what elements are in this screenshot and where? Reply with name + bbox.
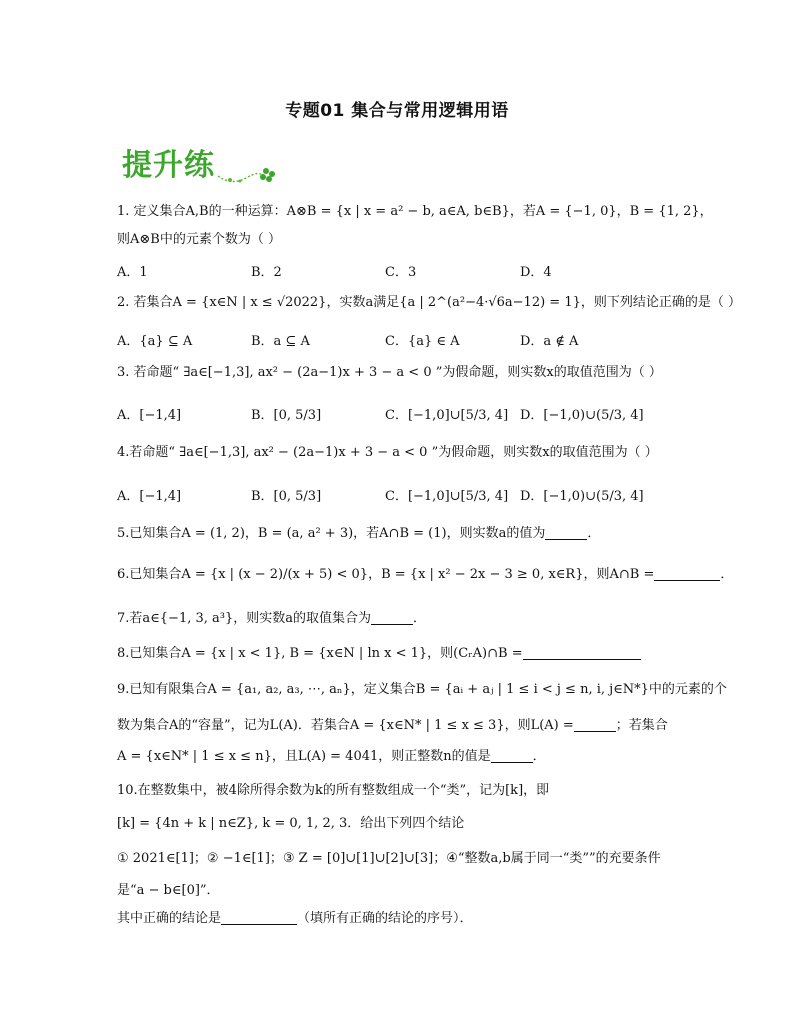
question-8-stem: 8.已知集合A = {x | x < 1}, B = {x∈N | ln x < 1}，则(CᵣA)∩B = — [117, 646, 523, 661]
question-4-line-1: 4.若命题“ ∃a∈[−1,3], ax² − (2a−1)x + 3 − a < 0 ”为假命题，则实数x的取值范围为（ ） — [117, 445, 658, 460]
question-7-stem: 7.若a∈{−1, 3, a³}，则实数a的取值集合为 — [117, 611, 371, 626]
question-10-line-5-tail: （填所有正确的结论的序号）． — [297, 911, 473, 926]
question-5 — [117, 525, 717, 543]
question-7-tail: ． — [413, 611, 427, 626]
question-2-options — [117, 330, 717, 350]
question-9-line-3-text: A = {x∈N* | 1 ≤ x ≤ n}，且L(A) = 4041，则正整数n的值是 — [117, 749, 491, 764]
option-a: A．{a} ⊆ A — [117, 334, 193, 349]
question-10-line-5-text: 其中正确的结论是 — [117, 911, 222, 926]
answer-blank[interactable] — [574, 717, 616, 732]
answer-blank[interactable] — [523, 645, 641, 660]
option-c: C．3 — [385, 265, 417, 280]
option-d: D．a ∉ A — [520, 334, 579, 349]
option-b: B．2 — [251, 265, 282, 280]
question-5-tail: ． — [587, 526, 601, 541]
page-title: 专题01 集合与常用逻辑用语 — [285, 101, 509, 121]
option-a: A．[−1,4] — [117, 408, 182, 423]
option-a: A．[−1,4] — [117, 489, 182, 504]
option-d: D．4 — [520, 265, 552, 280]
question-1-options — [117, 261, 717, 281]
option-b: B．a ⊆ A — [251, 334, 310, 349]
question-2-line-1: 2. 若集合A = {x∈N | x ≤ √2022}，实数a满足{a | 2^(a²−4·√6a−12) = 1}，则下列结论正确的是（ ） — [117, 295, 742, 310]
answer-blank[interactable] — [491, 748, 533, 763]
question-6-stem: 6.已知集合A = {x | (x − 2)/(x + 5) < 0}，B = {x | x² − 2x − 3 ≥ 0, x∈R}，则A∩B = — [117, 567, 655, 582]
question-10-line-2: [k] = {4n + k | n∈Z}, k = 0, 1, 2, 3．给出下列四个结论 — [117, 816, 465, 831]
option-a: A．1 — [117, 265, 148, 280]
option-d: D．[−1,0)∪(5/3, 4] — [520, 489, 644, 504]
answer-blank[interactable] — [221, 910, 297, 925]
option-b: B．[0, 5/3] — [251, 489, 322, 504]
answer-blank[interactable] — [545, 525, 587, 540]
question-10-line-5 — [117, 910, 717, 928]
question-9-line-2-text: 数为集合A的“容量”，记为L(A)．若集合A = {x∈N* | 1 ≤ x ≤ 3}，则L(A) = — [117, 718, 574, 733]
question-10-line-4: 是“a − b∈[0]”． — [117, 883, 220, 898]
question-9-tail: ． — [532, 749, 546, 764]
option-d: D．[−1,0)∪(5/3, 4] — [520, 408, 644, 423]
logo-text: 提升练 — [122, 148, 215, 183]
question-3-line-1: 3. 若命题“ ∃a∈[−1,3], ax² − (2a−1)x + 3 − a < 0 ”为假命题，则实数x的取值范围为（ ） — [117, 365, 662, 380]
question-10-line-3: ① 2021∈[1]；② −1∈[1]；③ Z = [0]∪[1]∪[2]∪[3]；④“整数a,b属于同一“类””的充要条件 — [117, 851, 661, 866]
question-1-line-2: 则A⊗B中的元素个数为（ ） — [117, 232, 281, 247]
question-7 — [117, 610, 717, 628]
option-c: C．[−1,0]∪[5/3, 4] — [385, 489, 509, 504]
question-6 — [117, 566, 734, 584]
question-5-stem: 5.已知集合A = (1, 2)，B = (a, a² + 3)，若A∩B = (1)，则实数a的值为 — [117, 526, 546, 541]
answer-blank[interactable] — [371, 610, 413, 625]
answer-blank[interactable] — [654, 566, 720, 581]
question-9-line-1: 9.已知有限集合A = {a₁, a₂, a₃, ⋯, aₙ}，定义集合B = {aᵢ + aⱼ | 1 ≤ i < j ≤ n, i, j∈N*}中的元素的个 — [117, 682, 727, 697]
question-8 — [117, 645, 717, 663]
question-9-line-2-tail: ；若集合 — [615, 718, 668, 733]
question-9-line-3 — [117, 748, 717, 766]
question-10-line-1: 10.在整数集中，被4除所得余数为k的所有整数组成一个“类”，记为[k]，即 — [117, 783, 550, 798]
question-3-options — [117, 404, 717, 424]
option-c: C．[−1,0]∪[5/3, 4] — [385, 408, 509, 423]
question-1-line-1: 1. 定义集合A,B的一种运算：A⊗B = {x | x = a² − b, a∈A, b∈B}，若A = {−1, 0}，B = {1, 2}， — [117, 204, 713, 219]
question-6-tail: ． — [720, 567, 734, 582]
option-b: B．[0, 5/3] — [251, 408, 322, 423]
question-4-options — [117, 485, 717, 505]
clover-decoration-icon — [216, 160, 276, 190]
question-9-line-2 — [117, 717, 717, 735]
option-c: C．{a} ∈ A — [385, 334, 460, 349]
